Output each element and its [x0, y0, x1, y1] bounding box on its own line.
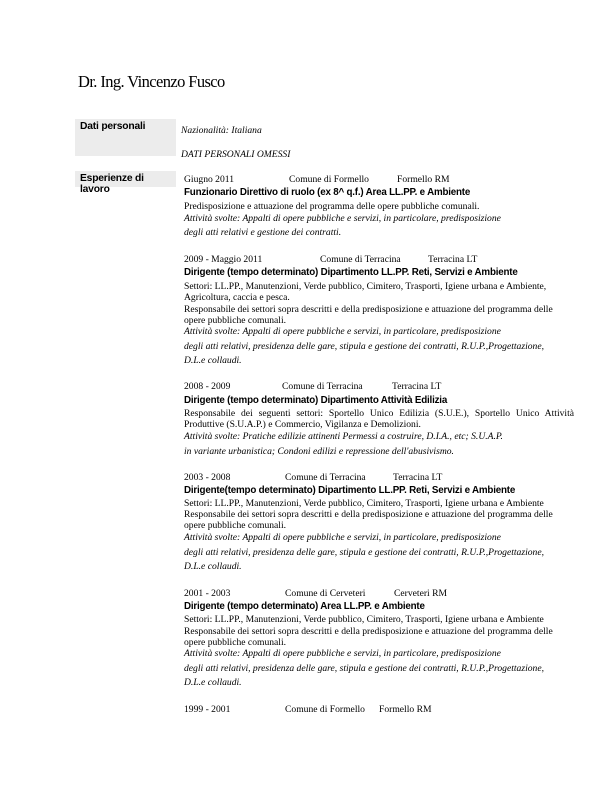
entry-activities: Attività svolte: Appalti di opere pubbliche e servizi, in particolare, predisposizione [184, 326, 501, 337]
entry-employer: Comune di Terracina [282, 381, 363, 392]
entry-activities: D.L.e collaudi. [184, 355, 242, 366]
entry-responsibilities: Responsabile dei seguenti settori: Sportello Unico Edilizia (S.U.E.), Sportello Unico Attività [184, 408, 574, 419]
entry-activities: Attività svolte: Appalti di opere pubbliche e servizi, in particolare, predisposizione [184, 213, 501, 224]
entry-period: 2008 - 2009 [184, 381, 231, 392]
entry-activities: D.L.e collaudi. [184, 561, 242, 572]
entry-description: Predisposizione e attuazione del programma delle opere pubbliche comunali. [184, 201, 480, 212]
entry-responsibilities: Responsabile dei settori sopra descritti e della predisposizione e attuazione del programma delle [184, 509, 553, 520]
entry-employer: Comune di Formello [289, 174, 369, 185]
work-section-label: Esperienze di lavoro [80, 173, 144, 195]
entry-responsibilities: Produttive (S.U.A.P.) e Commercio, Vigilanza e Demolizioni. [184, 419, 421, 430]
personal-section-label: Dati personali [80, 121, 146, 132]
entry-role: Funzionario Direttivo di ruolo (ex 8^ q.f.) Area LL.PP. e Ambiente [184, 187, 471, 198]
entry-sectors: Settori: LL.PP., Manutenzioni, Verde pubblico, Cimitero, Trasporti, Igiene urbana e Ambiente [184, 498, 544, 509]
entry-responsibilities: Responsabile dei settori sopra descritti e della predisposizione e attuazione del programma delle [184, 626, 553, 637]
work-section-label-box [75, 171, 176, 195]
entry-place: Terracina LT [392, 381, 442, 392]
entry-period: 2001 - 2003 [184, 588, 231, 599]
entry-place: Formello RM [379, 704, 432, 715]
entry-sectors: Settori: LL.PP., Manutenzioni, Verde pubblico, Cimitero, Trasporti, Igiene urbana e Ambiente [184, 614, 544, 625]
entry-place: Cerveteri RM [394, 588, 448, 599]
entry-employer: Comune di Formello [285, 704, 365, 715]
entry-employer: Comune di Terracina [320, 254, 401, 265]
entry-activities: degli atti relativi, presidenza delle gare, stipula e gestione dei contratti, R.U.P.,Progettazione, [184, 663, 544, 674]
entry-role: Dirigente(tempo determinato) Dipartimento LL.PP. Reti, Servizi e Ambiente [184, 485, 516, 496]
entry-responsibilities: opere pubbliche comunali. [184, 520, 287, 531]
entry-responsibilities: Responsabile dei settori sopra descritti e della predisposizione e attuazione del programma delle [184, 304, 553, 315]
entry-period: 2009 - Maggio 2011 [184, 254, 263, 265]
person-name: Dr. Ing. Vincenzo Fusco [78, 72, 225, 91]
entry-role: Dirigente (tempo determinato) Dipartimento LL.PP. Reti, Servizi e Ambiente [184, 267, 518, 278]
entry-activities: D.L.e collaudi. [184, 677, 242, 688]
personal-section-label-box [75, 119, 176, 156]
entry-period: 1999 - 2001 [184, 704, 231, 715]
entry-employer: Comune di Cerveteri [285, 588, 366, 599]
entry-role: Dirigente (tempo determinato) Dipartimento Attività Edilizia [184, 395, 448, 406]
personal-data-omitted: DATI PERSONALI OMESSI [181, 149, 291, 160]
entry-activities: Attività svolte: Appalti di opere pubbliche e servizi, in particolare, predisposizione [184, 532, 501, 543]
entry-responsibilities: opere pubbliche comunali. [184, 315, 287, 326]
entry-place: Terracina LT [393, 472, 443, 483]
entry-activities: Attività svolte: Appalti di opere pubbliche e servizi, in particolare, predisposizione [184, 648, 501, 659]
entry-employer: Comune di Terracina [285, 472, 366, 483]
entry-responsibilities: opere pubbliche comunali. [184, 637, 287, 648]
entry-period: 2003 - 2008 [184, 472, 231, 483]
entry-period: Giugno 2011 [184, 174, 235, 185]
entry-sectors: Agricoltura, caccia e pesca. [184, 292, 290, 303]
entry-place: Terracina LT [428, 254, 478, 265]
entry-activities: degli atti relativi e gestione dei contratti. [184, 227, 342, 238]
entry-activities: Attività svolte: Pratiche edilizie attinenti Permessi a costruire, D.I.A., etc; S.U.A.P. [184, 431, 503, 442]
entry-activities: degli atti relativi, presidenza delle gare, stipula e gestione dei contratti, R.U.P.,Progettazione, [184, 341, 544, 352]
nationality: Nazionalità: Italiana [181, 125, 262, 136]
entry-activities: in variante urbanistica; Condoni edilizi e repressione dell'abusivismo. [184, 446, 454, 457]
entry-role: Dirigente (tempo determinato) Area LL.PP. e Ambiente [184, 601, 425, 612]
entry-activities: degli atti relativi, presidenza delle gare, stipula e gestione dei contratti, R.U.P.,Progettazione, [184, 547, 544, 558]
entry-place: Formello RM [397, 174, 450, 185]
entry-sectors: Settori: LL.PP., Manutenzioni, Verde pubblico, Cimitero, Trasporti, Igiene urbana e Ambiente, [184, 281, 547, 292]
